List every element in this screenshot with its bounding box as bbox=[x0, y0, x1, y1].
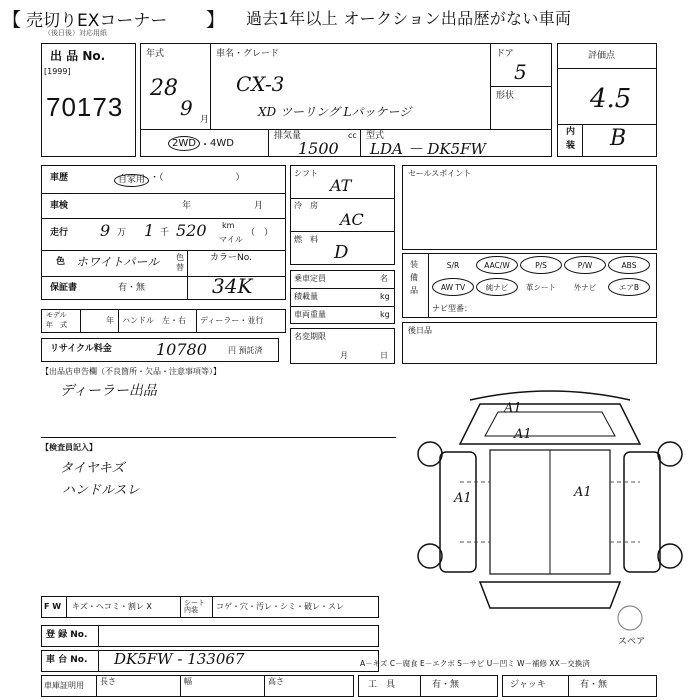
recycle-label: リサイクル料金 bbox=[50, 344, 112, 354]
recycle-value: 10780 bbox=[156, 340, 207, 359]
inspector-line2: ハンドルスレ bbox=[62, 483, 140, 498]
model-year-2: 年 式 bbox=[46, 321, 67, 329]
mileage-man-unit: 万 bbox=[117, 228, 127, 238]
car-grade: XD ツーリング Lパッケージ bbox=[258, 105, 412, 119]
name-change-label: 名変期限 bbox=[294, 332, 326, 341]
banner-subtitle: 過去1年以上 オークション出品歴がない車両 bbox=[246, 9, 572, 28]
displacement-label: 排気量 bbox=[274, 131, 302, 141]
history-value: 自家用 bbox=[114, 174, 149, 187]
ac-value: AC bbox=[340, 210, 364, 229]
ac-label: 冷 房 bbox=[294, 201, 318, 210]
recycle-unit: 円 預託済 bbox=[228, 346, 263, 355]
dealer-label: ディーラー・並行 bbox=[200, 316, 264, 325]
color-label: 色 bbox=[56, 257, 66, 267]
warranty-value: 有・無 bbox=[118, 283, 146, 293]
equipment-label: 装 備 品 bbox=[410, 260, 426, 295]
load-unit: kg bbox=[380, 292, 390, 301]
equipment-airbag: エアB bbox=[608, 278, 650, 296]
name-change-month: 月 bbox=[340, 351, 348, 360]
km-label: km bbox=[222, 221, 235, 230]
shift-label: シフト bbox=[294, 169, 318, 178]
mileage-label: 走行 bbox=[50, 228, 69, 238]
month-value: 9 bbox=[180, 96, 193, 120]
mile-label: マイル bbox=[219, 235, 243, 244]
interior-value: B bbox=[610, 126, 627, 151]
lot-box bbox=[41, 43, 136, 157]
warranty-label: 保証書 bbox=[50, 283, 78, 293]
spare-label: スペア bbox=[618, 637, 646, 647]
lot-label: 出 品 No. bbox=[50, 49, 106, 63]
chassis-value: DK5FW - 133067 bbox=[114, 650, 245, 668]
color-change-2: 替 bbox=[176, 263, 184, 272]
color-no-label: カラーNo. bbox=[210, 253, 252, 263]
displacement-value: 1500 bbox=[298, 139, 339, 158]
drive-4wd: 4WD bbox=[209, 137, 234, 149]
cert-label: 車庫証明用 bbox=[44, 681, 84, 690]
capacity-unit: 名 bbox=[380, 274, 388, 283]
equipment-grid bbox=[432, 256, 652, 298]
mileage-sen: 1 bbox=[144, 221, 155, 240]
equipment-tv: AW TV bbox=[432, 278, 474, 296]
equipment-ps: P/S bbox=[520, 256, 562, 274]
jack-label: ジャッキ bbox=[510, 680, 546, 690]
tools-value: 有・無 bbox=[432, 680, 460, 690]
navi-model-label: ナビ型番： bbox=[432, 304, 472, 313]
equipment-ext-navi: 外ナビ bbox=[573, 282, 597, 292]
drive-type: 2WD ・ 4WD bbox=[140, 129, 268, 157]
shift-value: AT bbox=[330, 176, 352, 195]
sales-point-label: セールスポイント bbox=[408, 169, 472, 178]
damage-mark-3: A1 bbox=[454, 491, 472, 506]
jack-value: 有・無 bbox=[580, 680, 608, 690]
fw-items: キズ・ヘコミ・割レ X bbox=[72, 602, 152, 611]
mileage-paren: （ ） bbox=[246, 228, 274, 238]
fw-label: F W bbox=[44, 602, 62, 611]
lot-number: 70173 bbox=[46, 92, 124, 122]
interior-label-2: 装 bbox=[566, 141, 576, 151]
height-label: 高さ bbox=[268, 677, 284, 686]
length-label: 長さ bbox=[100, 677, 116, 686]
tools-label: 工 具 bbox=[368, 680, 396, 690]
top-cut-text: （後日後）対応用紙 bbox=[44, 29, 107, 37]
handle-label: ハンドル 左・右 bbox=[122, 316, 186, 325]
car-label: 車名・グレード bbox=[216, 49, 280, 59]
damage-legend: A－キズ C－腐食 E－エクボ S－サビ U－凹ミ W－補修 XX－交換済 bbox=[360, 659, 590, 668]
shape-label: 形状 bbox=[496, 91, 515, 101]
year-value: 28 bbox=[150, 76, 178, 101]
history-label: 車歴 bbox=[50, 173, 69, 183]
interior-label-1: 内 bbox=[566, 127, 576, 137]
inspection-year: 年 bbox=[182, 201, 192, 211]
inspector-label: 【検査員記入】 bbox=[41, 443, 97, 452]
equipment-pw: P/W bbox=[564, 256, 606, 274]
inspection-label: 車検 bbox=[50, 201, 69, 211]
mileage-rest: 520 bbox=[176, 221, 207, 240]
model-year-nen: 年 bbox=[106, 316, 114, 325]
cert-row bbox=[41, 675, 354, 697]
spare-tire-icon bbox=[616, 604, 644, 632]
weight-unit: kg bbox=[380, 310, 390, 319]
banner-bracket-right: 】 bbox=[206, 9, 226, 31]
chassis-label: 車 台 No. bbox=[46, 655, 88, 665]
damage-mark-4: A1 bbox=[574, 485, 592, 500]
drive-2wd: 2WD bbox=[168, 136, 200, 151]
lot-tag: [1999] bbox=[44, 67, 71, 76]
mileage-man: 9 bbox=[100, 221, 111, 240]
load-label: 積載量 bbox=[294, 292, 318, 301]
door-value: 5 bbox=[514, 60, 527, 84]
model-label: 型式 bbox=[366, 131, 385, 141]
equipment-abs: ABS bbox=[608, 256, 650, 274]
width-label: 幅 bbox=[184, 677, 192, 686]
notes-label: 【出品店申告欄（不良箇所・欠品・注意事項等）】 bbox=[41, 367, 221, 376]
inspection-month: 月 bbox=[254, 201, 264, 211]
name-change-day: 日 bbox=[380, 351, 388, 360]
score-value: 4.5 bbox=[590, 84, 632, 114]
seat-label: シート内装 bbox=[184, 599, 205, 614]
car-diagram bbox=[400, 372, 700, 622]
weight-label: 車両重量 bbox=[294, 310, 326, 319]
color-change-1: 色 bbox=[176, 253, 184, 262]
fuel-label: 燃 料 bbox=[294, 235, 318, 244]
color-no-value: 34K bbox=[212, 274, 253, 298]
inspector-line1: タイヤキズ bbox=[60, 461, 125, 476]
history-rest: ・（ ） bbox=[150, 173, 245, 183]
mileage-sen-unit: 千 bbox=[160, 228, 170, 238]
banner-bracket-left: 【 bbox=[2, 9, 22, 31]
month-unit: 月 bbox=[200, 115, 210, 125]
registration-row bbox=[41, 625, 379, 647]
damage-mark-1: A1 bbox=[504, 401, 522, 416]
model-value: LDA － DK5FW bbox=[370, 140, 486, 158]
capacity-label: 乗車定員 bbox=[294, 274, 326, 283]
equipment-aac: AAC/W bbox=[476, 256, 518, 274]
aftermarket-label: 後日品 bbox=[408, 326, 432, 335]
damage-mark-2: A1 bbox=[514, 427, 532, 442]
equipment-sr: S/R bbox=[446, 260, 460, 270]
equipment-leather: 革シート bbox=[526, 282, 556, 292]
registration-label: 登 録 No. bbox=[46, 630, 88, 640]
color-value: ホワイトパール bbox=[76, 255, 160, 269]
aftermarket-box bbox=[402, 322, 657, 364]
year-label: 年式 bbox=[146, 49, 165, 59]
notes-value: ディーラー出品 bbox=[60, 383, 157, 399]
banner-title: 売切りEXコーナー bbox=[26, 11, 168, 31]
seat-items: コゲ・穴・汚レ・シミ・破レ・スレ bbox=[216, 602, 344, 611]
model-year-1: モデル bbox=[46, 311, 67, 319]
door-label: ドア bbox=[496, 49, 514, 59]
displacement-unit: cc bbox=[348, 131, 357, 140]
score-label: 評価点 bbox=[588, 51, 616, 61]
fuel-value: D bbox=[334, 242, 349, 263]
equipment-navi: 純ナビ bbox=[476, 278, 518, 296]
car-name: CX-3 bbox=[236, 72, 285, 96]
